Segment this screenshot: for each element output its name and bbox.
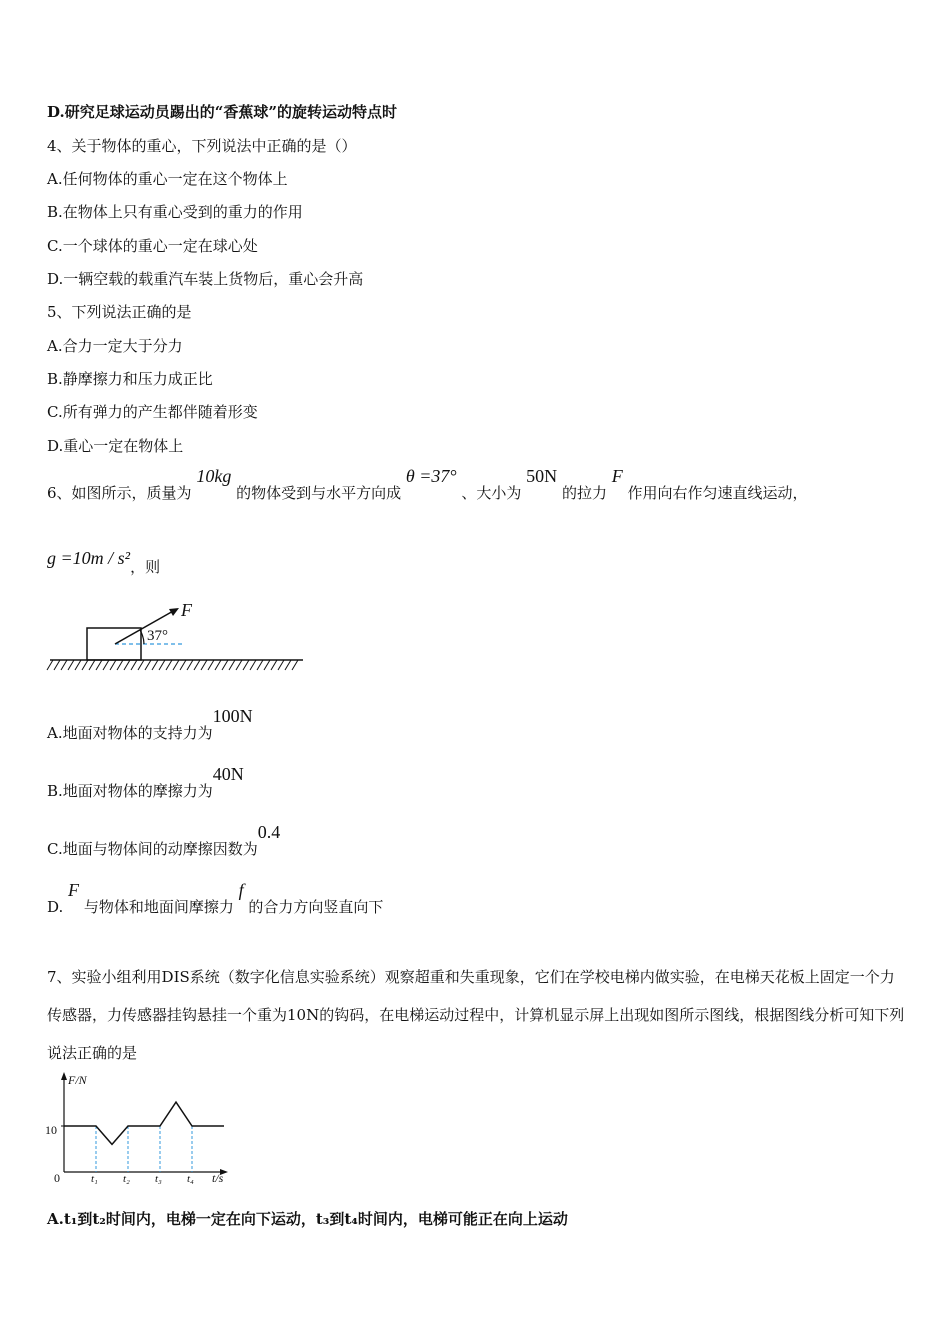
hatch-mark bbox=[166, 660, 172, 670]
q4-option-a: A.任何物体的重心一定在这个物体上 bbox=[47, 170, 288, 188]
hatch-mark bbox=[222, 660, 228, 670]
x-tick-label: t₁ bbox=[91, 1173, 98, 1185]
x-tick-label: t₄ bbox=[187, 1173, 194, 1185]
q6-option-b bbox=[47, 764, 244, 801]
q6-stem-part-2: 的物体受到与水平方向成 bbox=[236, 484, 402, 502]
q6-option-d-suffix: 的合力方向竖直向下 bbox=[248, 898, 384, 916]
figure-angle-label: 37° bbox=[147, 628, 168, 644]
q6-stem-part-4: 的拉力 bbox=[561, 484, 607, 502]
q5-option-b: B.静摩擦力和压力成正比 bbox=[47, 370, 213, 388]
q6-figure bbox=[45, 598, 310, 676]
q6-option-c bbox=[47, 822, 281, 859]
hatch-mark bbox=[89, 660, 95, 670]
q6-stem bbox=[47, 466, 808, 503]
q6-gravity-line bbox=[47, 548, 161, 577]
q6-option-a-text: A.地面对物体的支持力为 bbox=[47, 724, 213, 742]
hatch-mark bbox=[250, 660, 256, 670]
y-tick-label: 10 bbox=[45, 1123, 57, 1137]
q4-option-c: C.一个球体的重心一定在球心处 bbox=[47, 237, 258, 255]
q4-stem: 4、关于物体的重心，下列说法中正确的是（） bbox=[47, 137, 357, 155]
figure-force-label: F bbox=[181, 600, 192, 620]
hatch-mark bbox=[236, 660, 242, 670]
q5-stem: 5、下列说法正确的是 bbox=[47, 303, 192, 321]
q6-stem-part-3: 、大小为 bbox=[461, 484, 522, 502]
hatch-mark bbox=[75, 660, 81, 670]
q6-option-b-value: 40N bbox=[212, 764, 244, 784]
hatch-mark bbox=[138, 660, 144, 670]
q6-then: ，则 bbox=[130, 558, 161, 576]
hatch-mark bbox=[61, 660, 67, 670]
q6-stem-part-1: 6、如图所示，质量为 bbox=[47, 484, 192, 502]
q3-option-d: D.研究足球运动员踢出的“香蕉球”的旋转运动特点时 bbox=[47, 103, 397, 121]
q6-option-d-mid: 与物体和地面间摩擦力 bbox=[83, 898, 234, 916]
hatch-mark bbox=[229, 660, 235, 670]
hatch-mark bbox=[187, 660, 193, 670]
q5-option-a: A.合力一定大于分力 bbox=[47, 337, 183, 355]
hatch-mark bbox=[201, 660, 207, 670]
q7-chart bbox=[40, 1068, 240, 1186]
q6-gravity: g =10m / s² bbox=[47, 548, 131, 568]
q5-option-c: C.所有弹力的产生都伴随着形变 bbox=[47, 403, 258, 421]
hatch-mark bbox=[131, 660, 137, 670]
hatch-mark bbox=[173, 660, 179, 670]
hatch-mark bbox=[124, 660, 130, 670]
hatch-mark bbox=[152, 660, 158, 670]
hatch-mark bbox=[194, 660, 200, 670]
hatch-mark bbox=[271, 660, 277, 670]
hatch-mark bbox=[96, 660, 102, 670]
hatch-mark bbox=[68, 660, 74, 670]
y-axis-arrow bbox=[61, 1072, 67, 1080]
q6-option-d-F: F bbox=[68, 880, 80, 900]
q6-option-d bbox=[47, 880, 384, 917]
hatch-mark bbox=[180, 660, 186, 670]
q6-mass: 10kg bbox=[196, 466, 232, 486]
hatch-mark bbox=[257, 660, 263, 670]
x-axis-label: t/s bbox=[212, 1171, 224, 1185]
q6-option-a bbox=[47, 706, 253, 743]
q4-option-b: B.在物体上只有重心受到的重力的作用 bbox=[47, 203, 303, 221]
q6-angle: θ =37° bbox=[405, 466, 457, 486]
x-tick-label: t₃ bbox=[155, 1173, 162, 1185]
hatch-mark bbox=[159, 660, 165, 670]
hatch-mark bbox=[117, 660, 123, 670]
q6-option-b-text: B.地面对物体的摩擦力为 bbox=[47, 782, 213, 800]
hatch-mark bbox=[103, 660, 109, 670]
q6-option-a-value: 100N bbox=[212, 706, 253, 726]
hatch-mark bbox=[54, 660, 60, 670]
hatch-mark bbox=[82, 660, 88, 670]
hatch-mark bbox=[243, 660, 249, 670]
q7-stem: 7、实验小组利用DIS系统（数字化信息实验系统）观察超重和失重现象，它们在学校电梯内做实验，在电梯天花板上固定一个力传感器，力传感器挂钩悬挂一个重为10N的钩码，在电梯运动过程中，计算机显示屏上出现如图所示图线，根据图线分析可知下列说法正确的是 bbox=[47, 968, 905, 1062]
hatch-mark bbox=[47, 660, 53, 670]
hatch-mark bbox=[285, 660, 291, 670]
q6-option-c-value: 0.4 bbox=[257, 822, 281, 842]
hatch-mark bbox=[278, 660, 284, 670]
ground-hatching bbox=[47, 660, 298, 670]
q5-option-d: D.重心一定在物体上 bbox=[47, 437, 184, 455]
hatch-mark bbox=[215, 660, 221, 670]
y-axis-label: F/N bbox=[68, 1073, 87, 1087]
q6-stem-part-5: 作用向右作匀速直线运动， bbox=[627, 484, 808, 502]
hatch-mark bbox=[110, 660, 116, 670]
hatch-mark bbox=[264, 660, 270, 670]
q6-option-d-f: f bbox=[238, 880, 244, 900]
hatch-mark bbox=[292, 660, 298, 670]
q4-option-d: D.一辆空载的载重汽车装上货物后，重心会升高 bbox=[47, 270, 364, 288]
origin-label: 0 bbox=[54, 1171, 60, 1185]
q6-force-symbol: F bbox=[611, 466, 623, 486]
x-tick-label: t₂ bbox=[123, 1173, 130, 1185]
hatch-mark bbox=[208, 660, 214, 670]
q7-option-a bbox=[47, 1209, 568, 1229]
hatch-mark bbox=[145, 660, 151, 670]
force-series-line bbox=[64, 1102, 224, 1144]
q6-force: 50N bbox=[526, 466, 558, 486]
q6-option-d-prefix: D. bbox=[47, 898, 64, 916]
q6-option-c-text: C.地面与物体间的动摩擦因数为 bbox=[47, 840, 258, 858]
q7-option-a-text: A.t₁到t₂时间内，电梯一定在向下运动，t₃到t₄时间内，电梯可能正在向上运动 bbox=[47, 1210, 568, 1228]
